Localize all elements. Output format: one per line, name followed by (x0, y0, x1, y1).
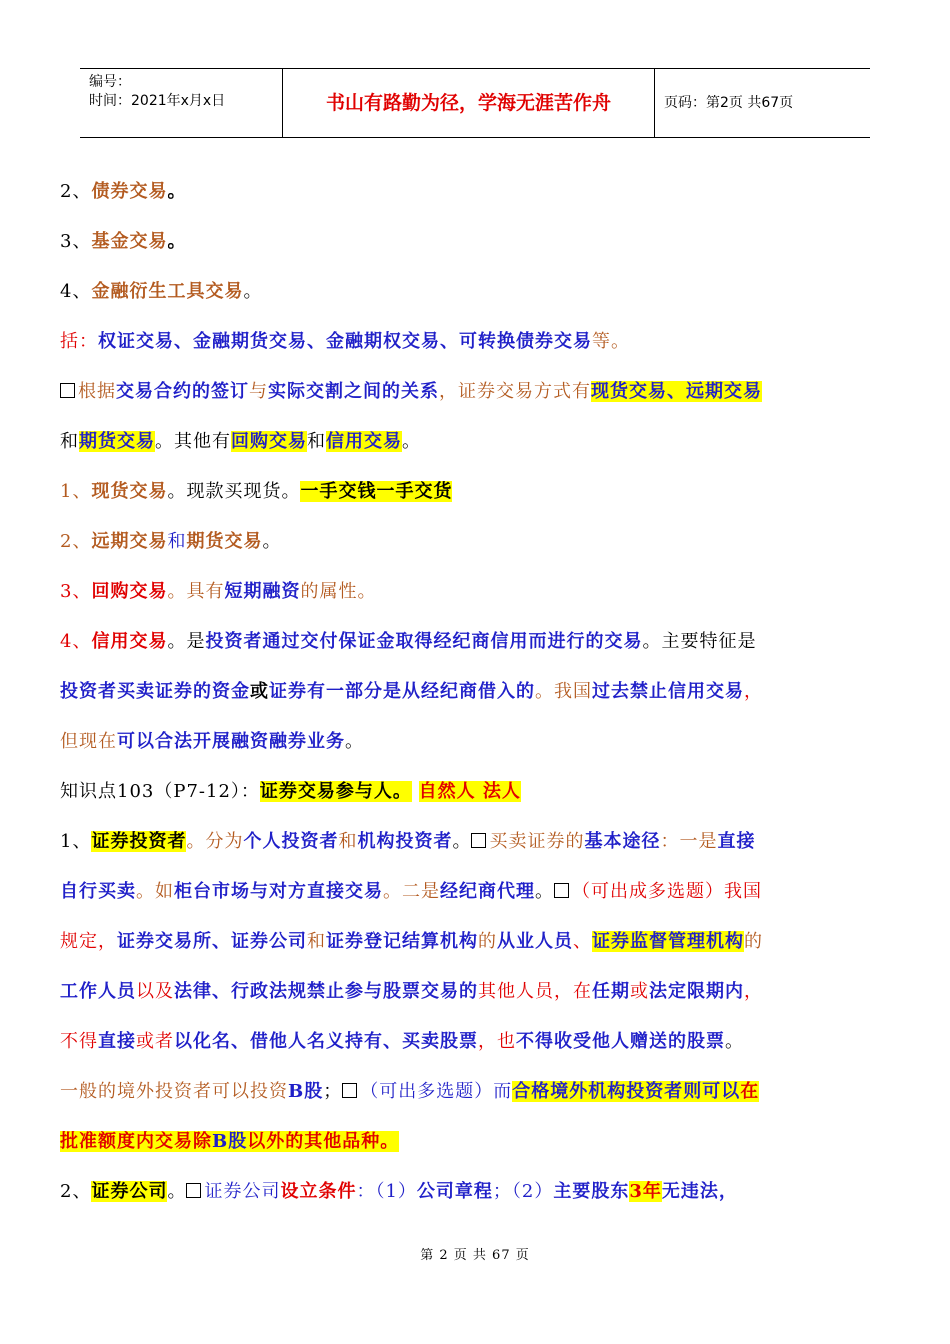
term: 设立条件 (280, 1181, 357, 1202)
term: 期货交易 (186, 531, 263, 552)
term: 现货交易 (91, 481, 168, 502)
line-knowledge-point (60, 775, 521, 809)
text: 或 (250, 681, 269, 702)
checkbox-icon (554, 883, 569, 898)
text: 和 (307, 431, 326, 452)
text: ， (744, 981, 763, 1002)
text: 但现在 (60, 731, 117, 752)
text: （可出成多选题）我国 (572, 881, 762, 902)
term: 柜台市场与对方直接交易 (174, 881, 383, 902)
text: 一般的境外投资者可以投资 (60, 1081, 288, 1102)
line-bond-trading (60, 175, 186, 209)
text: 。是 (167, 631, 206, 652)
text: 。 (345, 731, 364, 752)
term: B股 (288, 1081, 324, 1102)
term: 远期交易 (91, 531, 168, 552)
text: 知识点103（P7-12）： (60, 781, 260, 802)
line-foreign-investors (60, 1075, 759, 1109)
text: ， (744, 681, 763, 702)
text: 4、 (60, 631, 92, 652)
term: 不得收受他人赠送的股票 (516, 1031, 725, 1052)
term: 工作人员 (60, 981, 136, 1002)
term: 法律、行政法规禁止参与股票交易的 (174, 981, 478, 1002)
page-footer: 第 2 页 共 67 页 (420, 1248, 530, 1263)
text: 等。 (592, 331, 630, 352)
text: 1、 (60, 831, 92, 852)
term: 权证交易、金融期货交易、金融期权交易、可转换债券交易 (98, 331, 592, 352)
line-other-methods (60, 425, 421, 459)
text: 和 (167, 531, 187, 552)
text: 的 (478, 931, 497, 952)
highlight: 一手交钱一手交货 (300, 481, 453, 502)
highlight: 证券投资者 (91, 831, 187, 852)
term: 主要股东 (553, 1181, 630, 1202)
term: 基本途径 (584, 831, 661, 852)
text: （可出多选题）而 (360, 1081, 513, 1102)
term: 以化名、借他人名义持有、买卖股票 (174, 1031, 478, 1052)
term: 从业人员 (497, 931, 573, 952)
line-includes (60, 325, 630, 359)
highlight: 3年 (629, 1181, 662, 1202)
checkbox-icon (471, 833, 486, 848)
line-securities-company (60, 1175, 738, 1209)
document-header (80, 68, 870, 138)
term: 公司章程 (416, 1181, 493, 1202)
line-derivatives (60, 275, 262, 309)
highlight: 证券交易参与人。 (259, 781, 412, 802)
term: 直接 (98, 1031, 136, 1052)
line-investors (60, 825, 755, 859)
text: 和 (60, 431, 79, 452)
term: 信用交易 (91, 631, 168, 652)
highlight: B股 (212, 1131, 248, 1152)
text: 、 (573, 931, 592, 952)
highlight: 自然人 法人 (418, 781, 521, 802)
checkbox-icon (342, 1083, 357, 1098)
line-regulation (60, 925, 763, 959)
highlight: 证券监督管理机构 (592, 931, 744, 952)
text: ； (323, 1081, 343, 1102)
term: 实际交割之间的关系 (268, 381, 439, 402)
text: 。 (167, 1181, 187, 1202)
text: 和 (307, 931, 326, 952)
line-qfii (60, 1125, 399, 1159)
text: 买卖证券的 (489, 831, 585, 852)
text: 证券公司 (204, 1181, 281, 1202)
text: ，证券交易方式有 (439, 381, 591, 402)
line-margin (60, 725, 364, 759)
text: ：一是 (660, 831, 718, 852)
highlight: 证券公司 (91, 1181, 168, 1202)
term: 投资者买卖证券的资金 (60, 681, 250, 702)
text: 不得 (60, 1031, 98, 1052)
text: 。 (243, 281, 263, 302)
text: 。具有 (167, 581, 225, 602)
text: 以及 (136, 981, 174, 1002)
text: 4、 (60, 281, 92, 302)
text: 3、 (60, 581, 92, 602)
term: 投资者通过交付保证金取得经纪商信用而进行的交易 (205, 631, 643, 652)
line-credit (60, 625, 756, 659)
text: 的属性。 (300, 581, 377, 602)
line-repo (60, 575, 376, 609)
highlight: 现货交易、远期交易 (591, 381, 762, 402)
text: 。如 (136, 881, 174, 902)
highlight: 以外的其他品种。 (247, 1131, 400, 1152)
term: 债券交易 (91, 181, 168, 202)
text: 2、 (60, 181, 92, 202)
line-fund-trading (60, 225, 186, 259)
checkbox-icon (186, 1183, 201, 1198)
term: 证券登记结算机构 (326, 931, 478, 952)
text: 括： (60, 331, 98, 352)
text: 或 (630, 981, 649, 1002)
header-number: 编号： (89, 74, 131, 90)
highlight: 期货交易 (79, 431, 155, 452)
term: 法定限期内 (649, 981, 744, 1002)
text: 的 (744, 931, 763, 952)
text: 与 (249, 381, 268, 402)
text: 。分为 (186, 831, 244, 852)
header-meta (80, 69, 283, 137)
text: 。 (167, 231, 187, 252)
text (412, 781, 419, 802)
highlight: 信用交易 (326, 431, 402, 452)
term: 回购交易 (91, 581, 168, 602)
text: 。 (452, 831, 472, 852)
text: 或者 (136, 1031, 174, 1052)
term: 任期 (592, 981, 630, 1002)
text: 根据 (78, 381, 116, 402)
term: 金融衍生工具交易 (91, 281, 244, 302)
highlight: 合格境外机构投资者则可以 (512, 1081, 741, 1102)
text: 。现款买现货。 (167, 481, 301, 502)
text: 。其他有 (155, 431, 231, 452)
text: 。 (262, 531, 282, 552)
text: 。 (167, 181, 187, 202)
term: 交易合约的签订 (116, 381, 249, 402)
text: 。主要特征是 (642, 631, 757, 652)
text: 2、 (60, 531, 92, 552)
text: 其他人员，在 (478, 981, 592, 1002)
text: 规定， (60, 931, 117, 952)
line-staff (60, 975, 763, 1009)
highlight: 回购交易 (231, 431, 307, 452)
term: 个人投资者 (243, 831, 339, 852)
text: 。二是 (383, 881, 440, 902)
term: 短期融资 (224, 581, 301, 602)
text: 3、 (60, 231, 92, 252)
term: 基金交易 (91, 231, 168, 252)
highlight: 批准额度内交易除 (60, 1131, 212, 1152)
term: 过去禁止信用交易 (592, 681, 744, 702)
line-contract-basis (60, 375, 762, 409)
line-prohibition (60, 1025, 744, 1059)
text: 2、 (60, 1181, 92, 1202)
term: 无违法， (661, 1181, 738, 1202)
term: 直接 (717, 831, 756, 852)
text: ；（2） (492, 1181, 554, 1202)
header-page: 页码：第2页 共67页 (664, 95, 794, 111)
line-forward (60, 525, 281, 559)
header-motto: 书山有路勤为径，学海无涯苦作舟 (283, 69, 655, 137)
term: 证券有一部分是从经纪商借入的 (269, 681, 535, 702)
line-credit-feature (60, 675, 763, 709)
term: 经纪商代理 (440, 881, 535, 902)
text: 1、 (60, 481, 92, 502)
text: 。 (402, 431, 421, 452)
text: 。我国 (535, 681, 592, 702)
text: ，也 (478, 1031, 516, 1052)
checkbox-icon (60, 383, 75, 398)
text: 。 (535, 881, 554, 902)
highlight: 在 (740, 1081, 760, 1102)
text: 。 (725, 1031, 744, 1052)
line-buy-sell (60, 875, 762, 909)
term: 机构投资者 (357, 831, 453, 852)
header-date: 时间：2021年x月x日 (89, 93, 226, 109)
text: 和 (338, 831, 358, 852)
line-spot (60, 475, 452, 509)
term: 自行买卖 (60, 881, 136, 902)
text: ：（1） (356, 1181, 417, 1202)
term: 证券交易所、证券公司 (117, 931, 307, 952)
term: 可以合法开展融资融券业务 (117, 731, 345, 752)
